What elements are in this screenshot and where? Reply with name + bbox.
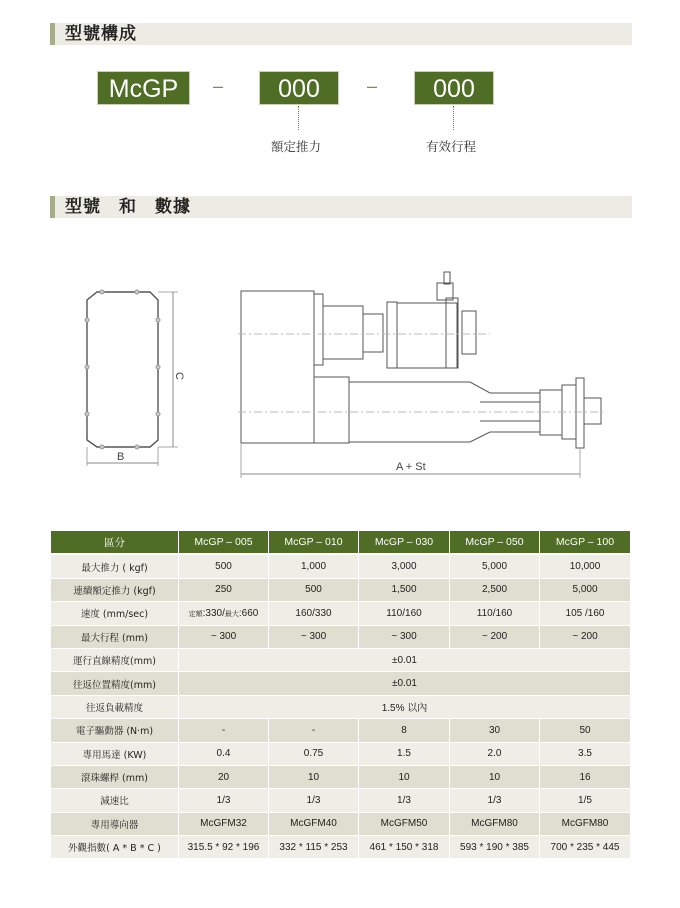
cell: ~ 300	[179, 625, 269, 648]
cell: 1.5	[359, 742, 450, 765]
table-row-linear-accuracy	[51, 648, 631, 671]
stroke-code-box: 000	[414, 71, 494, 105]
cell: 593 * 190 * 385	[450, 836, 540, 859]
cell: 2.0	[450, 742, 540, 765]
table-header-row	[51, 531, 631, 555]
table-row-driver	[51, 719, 631, 742]
model-prefix-box: McGP	[97, 71, 190, 105]
header-model: McGP – 030	[359, 531, 450, 555]
header-model: McGP – 010	[269, 531, 359, 555]
row-label: 減速比	[51, 789, 179, 812]
dim-c-label: C	[173, 372, 185, 380]
rated-thrust-code-box: 000	[259, 71, 339, 105]
section-title: 型號構成	[65, 24, 137, 44]
separator-dash: –	[367, 76, 378, 96]
row-label: 連續額定推力 (kgf)	[51, 578, 179, 601]
header-model: McGP – 050	[450, 531, 540, 555]
cell: McGFM32	[179, 812, 269, 835]
row-label: 專用導向器	[51, 812, 179, 835]
cell: McGFM50	[359, 812, 450, 835]
cell: 8	[359, 719, 450, 742]
header-category: 區分	[51, 531, 179, 555]
rated-label: 定額	[188, 610, 203, 618]
row-label: 外觀指數( A * B * C )	[51, 836, 179, 859]
cell: 1,500	[359, 578, 450, 601]
cell: 3.5	[540, 742, 631, 765]
cell: 110/160	[359, 602, 450, 625]
cell: 1/3	[450, 789, 540, 812]
cell: 0.75	[269, 742, 359, 765]
table-row-max-stroke	[51, 625, 631, 648]
cell: 5,000	[540, 578, 631, 601]
cell: 2,500	[450, 578, 540, 601]
max-label: 最大	[224, 610, 239, 618]
table-row-ball-screw	[51, 765, 631, 788]
merged-cell: ±0.01	[179, 648, 631, 671]
cell: ~ 200	[540, 625, 631, 648]
cell: 1/3	[359, 789, 450, 812]
cell: McGFM80	[450, 812, 540, 835]
end-view-outline	[87, 292, 158, 447]
cell: 315.5 * 92 * 196	[179, 836, 269, 859]
table-row-rated-thrust	[51, 578, 631, 601]
rated-thrust-label: 額定推力	[271, 139, 322, 154]
cell: 700 * 235 * 445	[540, 836, 631, 859]
cell: McGFM80	[540, 812, 631, 835]
cell-speed-005	[179, 602, 269, 625]
cell: 3,000	[359, 554, 450, 578]
cell: 10,000	[540, 554, 631, 578]
table-row-max-thrust	[51, 554, 631, 578]
max-value: :660	[238, 607, 259, 619]
spec-table	[50, 530, 631, 859]
header-model: McGP – 005	[179, 531, 269, 555]
dim-length-label: A + St	[396, 461, 426, 473]
cell: ~ 300	[269, 625, 359, 648]
cell: 500	[269, 578, 359, 601]
separator-dash: –	[213, 76, 224, 96]
row-label: 電子驅動器 (N·m)	[51, 719, 179, 742]
table-row-load-accuracy	[51, 695, 631, 718]
row-label: 最大行程 (mm)	[51, 625, 179, 648]
table-row-motor	[51, 742, 631, 765]
cell: 461 * 150 * 318	[359, 836, 450, 859]
cell: 160/330	[269, 602, 359, 625]
cell: 10	[359, 765, 450, 788]
cell: 30	[450, 719, 540, 742]
cell: 250	[179, 578, 269, 601]
cell: 1/3	[179, 789, 269, 812]
rated-value: :330/	[202, 607, 225, 619]
cell: 1/5	[540, 789, 631, 812]
cell: 50	[540, 719, 631, 742]
cell: 110/160	[450, 602, 540, 625]
cell: 332 * 115 * 253	[269, 836, 359, 859]
merged-cell: 1.5% 以內	[179, 695, 631, 718]
cell: 105 /160	[540, 602, 631, 625]
cell: 1,000	[269, 554, 359, 578]
row-label: 專用馬達 (KW)	[51, 742, 179, 765]
cell: 0.4	[179, 742, 269, 765]
table-row-guide	[51, 812, 631, 835]
row-label: 速度 (mm/sec)	[51, 602, 179, 625]
row-label: 最大推力 ( kgf)	[51, 554, 179, 578]
stroke-label: 有效行程	[426, 139, 477, 154]
row-label: 往返位置精度(mm)	[51, 672, 179, 695]
cell: 10	[269, 765, 359, 788]
table-row-reduction-ratio	[51, 789, 631, 812]
cell: 20	[179, 765, 269, 788]
cell: 5,000	[450, 554, 540, 578]
merged-cell: ±0.01	[179, 672, 631, 695]
cell: 16	[540, 765, 631, 788]
cell: 500	[179, 554, 269, 578]
header-model: McGP – 100	[540, 531, 631, 555]
cell: -	[269, 719, 359, 742]
cell: McGFM40	[269, 812, 359, 835]
cell: ~ 300	[359, 625, 450, 648]
table-row-dimensions	[51, 836, 631, 859]
cell: 10	[450, 765, 540, 788]
table-row-speed	[51, 602, 631, 625]
dim-b-label: B	[117, 451, 125, 463]
cell: 1/3	[269, 789, 359, 812]
section-title: 型號 和 數據	[65, 197, 191, 217]
row-label: 運行直線精度(mm)	[51, 648, 179, 671]
cell: ~ 200	[450, 625, 540, 648]
cell: -	[179, 719, 269, 742]
row-label: 滾珠螺桿 (mm)	[51, 765, 179, 788]
row-label: 往返負載精度	[51, 695, 179, 718]
table-row-position-accuracy	[51, 672, 631, 695]
